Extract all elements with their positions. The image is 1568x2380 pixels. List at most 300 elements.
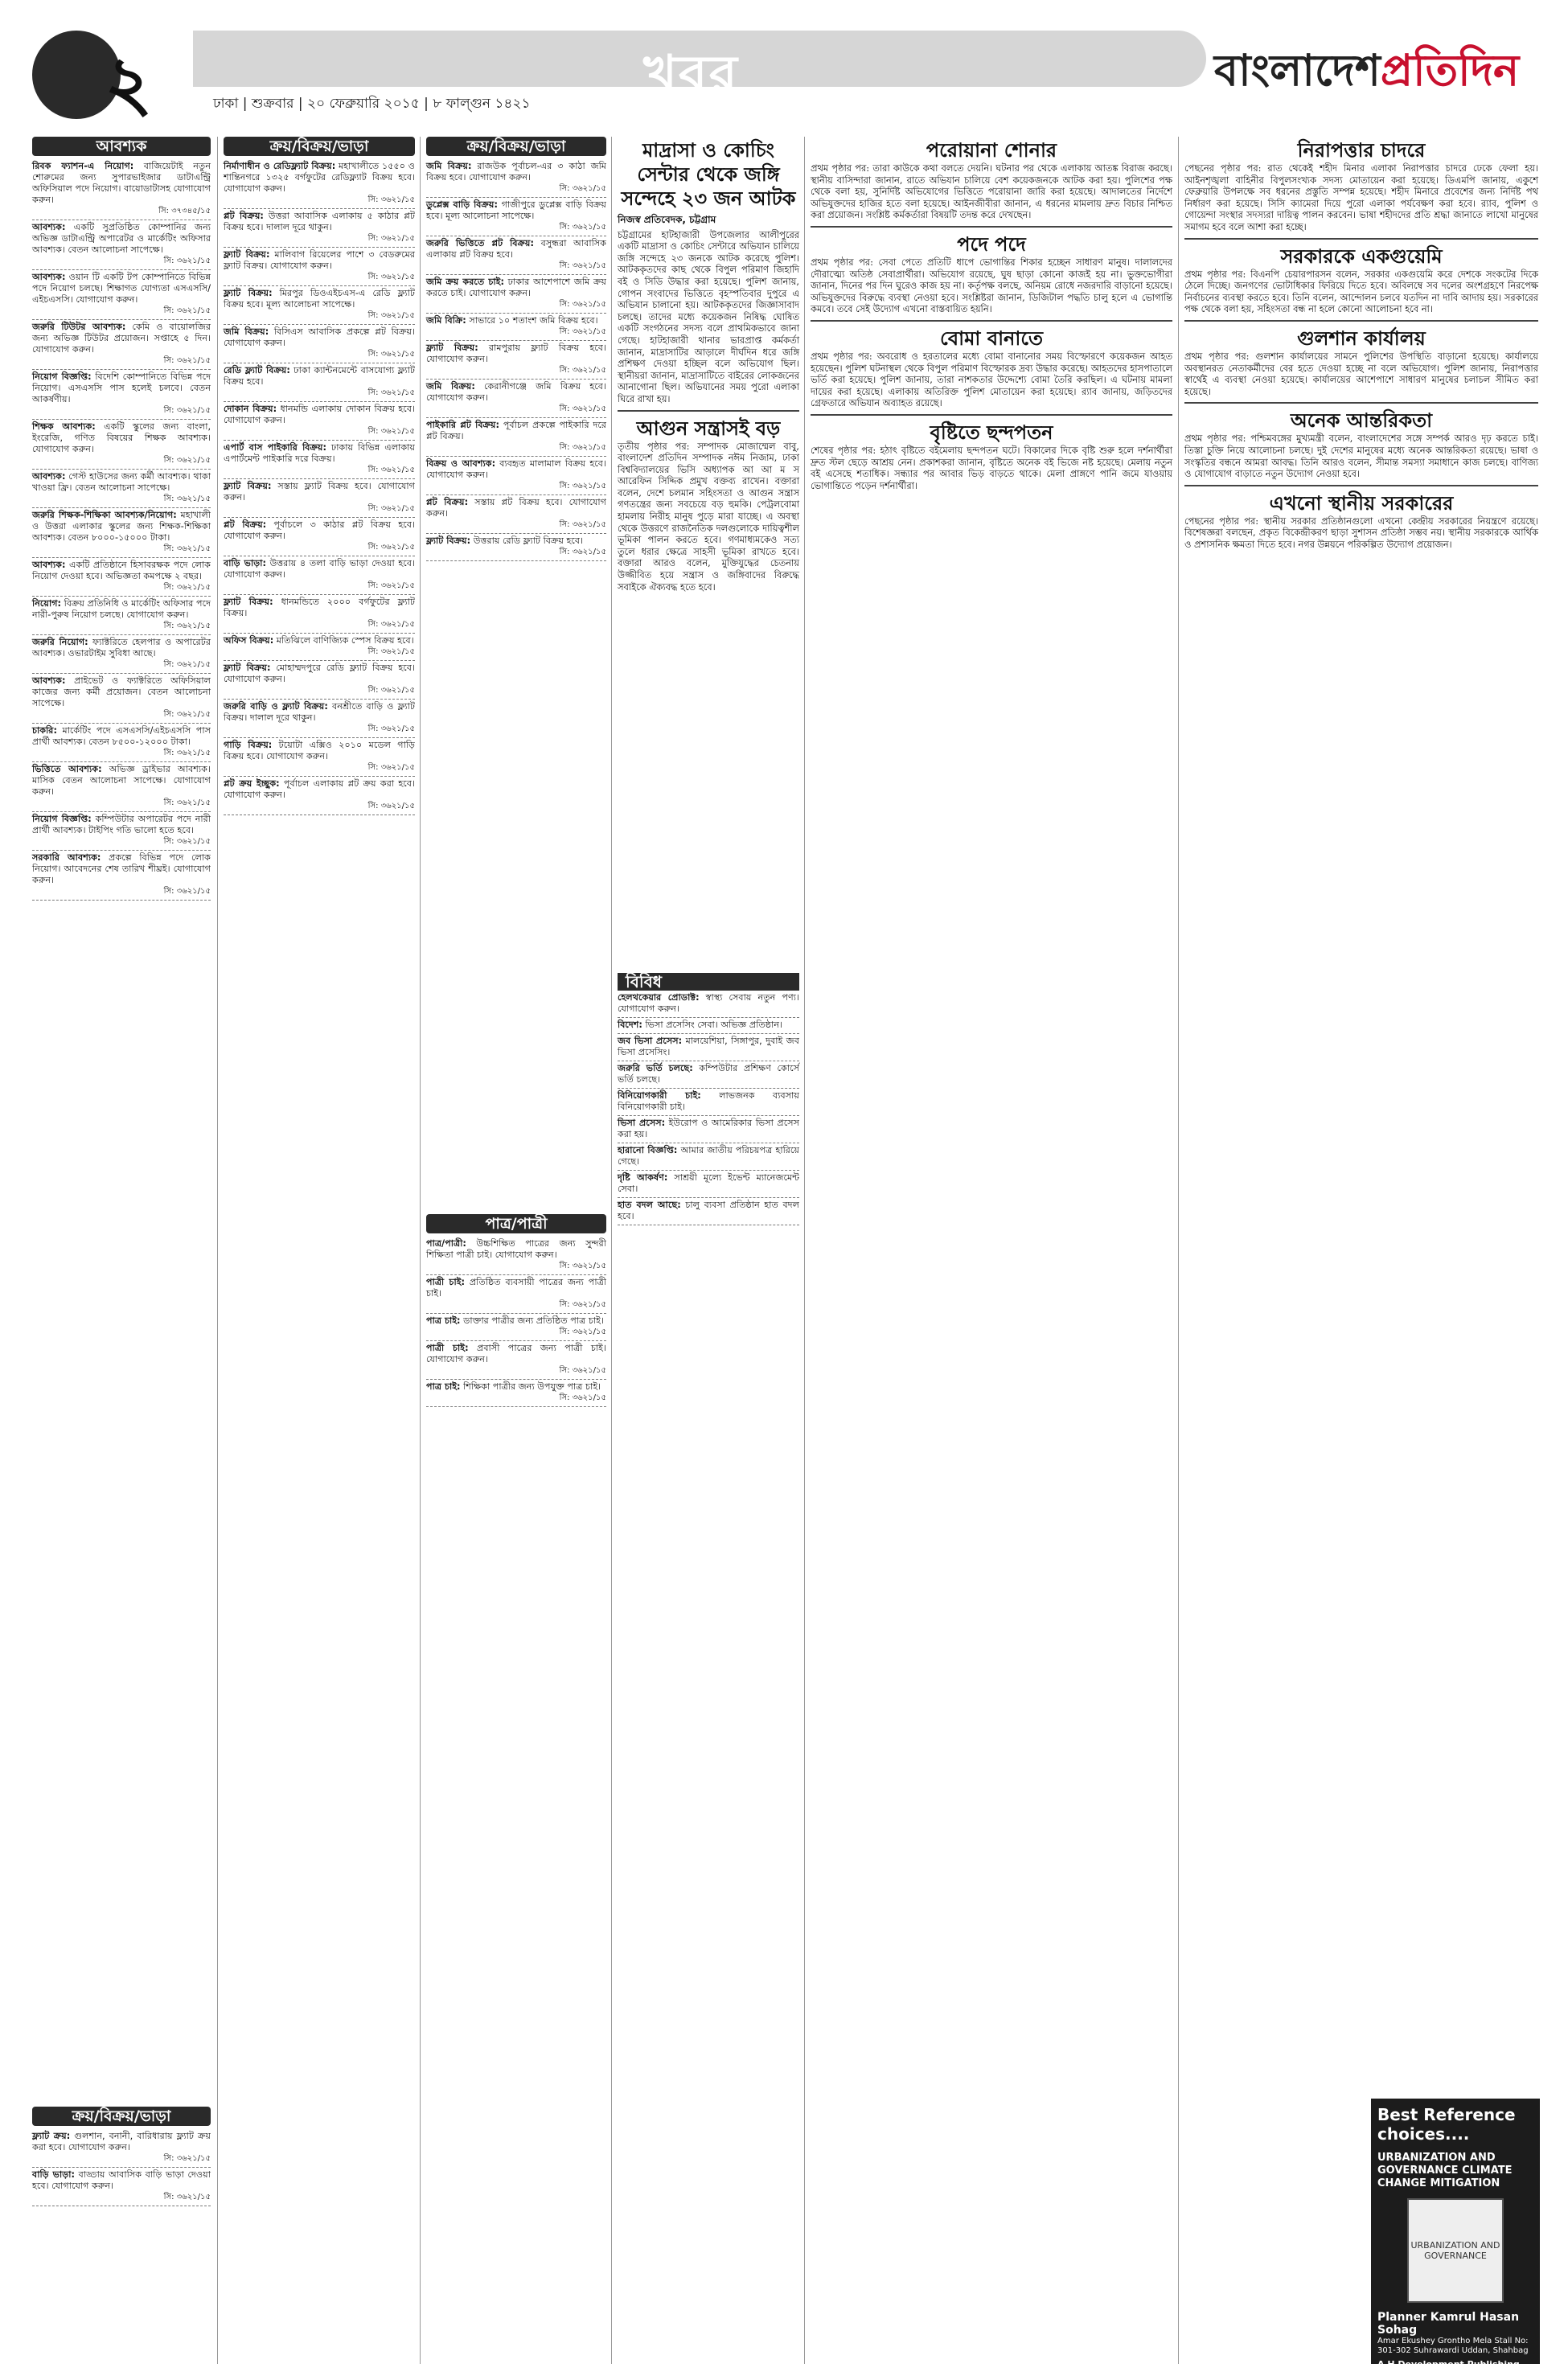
divider xyxy=(1184,485,1538,486)
misc-classifieds xyxy=(618,973,799,2364)
classified-ad-ref: সি: ৩৬২১/১৫ xyxy=(163,406,211,415)
classified-ad-ref: সি: ৩৬২১/১৫ xyxy=(559,404,606,413)
classified-ad-ref: সি: ৩৬২১/১৫ xyxy=(367,504,415,513)
classified-ad-ref: সি: ৩৬২১/১৫ xyxy=(559,520,606,529)
classified-ad xyxy=(32,320,211,370)
classified-ad-title: ফ্ল্যাট বিক্রয়: xyxy=(224,249,270,260)
classified-ad xyxy=(32,674,211,724)
classified-ad-text: মহাখালীতে ১৫৫০ ও শান্তিনগরে ১৩২৫ বর্গফুটের রেডিফ্ল্যাট বিক্রয় হবে। যোগাযোগ করুন। xyxy=(224,161,416,194)
classified-ad-text: ডাক্তার পাত্রীর জন্য প্রতিষ্ঠিত পাত্র চাই। xyxy=(463,1315,604,1326)
classified-ad-ref: সি: ৩৬২১/১৫ xyxy=(559,300,606,309)
classified-ad-title: হেলথকেয়ার প্রোডাক্ট: xyxy=(618,992,700,1003)
classified-ad-title: পাত্র/পাত্রী: xyxy=(426,1238,466,1249)
classifieds-column-wanted xyxy=(32,137,211,2099)
article-byline: নিজস্ব প্রতিবেদক, চট্টগ্রাম xyxy=(618,214,716,225)
classified-ad-text: উচ্চশিক্ষিত পাত্রের জন্য সুন্দরী শিক্ষিতা পাত্রী চাই। যোগাযোগ করুন। xyxy=(426,1238,607,1260)
classified-ad-text: উত্তরায় রেডি ফ্ল্যাট বিক্রয় হবে। xyxy=(473,536,584,546)
classified-list xyxy=(426,159,606,561)
book-ad-author: Planner Kamrul Hasan Sohag xyxy=(1377,2311,1520,2337)
classified-ad xyxy=(426,534,606,561)
classified-ad xyxy=(32,508,211,558)
classifieds-column-sale-2 xyxy=(426,137,606,1174)
classified-ad-text: একটি সুপ্রতিষ্ঠিত কোম্পানির জন্য অভিজ্ঞ ডাটাএন্ট্রি অপারেটর ও মার্কেটিং অফিসার আবশ্যক। বেতন আলোচনা সাপেক্ষে। xyxy=(32,222,211,255)
misc-list xyxy=(618,991,799,1225)
logo-accent: প্রতিদিন xyxy=(1380,45,1520,96)
classified-ad xyxy=(224,159,415,209)
classified-ad-title: হাত বদল আছে: xyxy=(618,1200,681,1210)
classified-ad-ref: সি: ৩৬২১/১৫ xyxy=(163,456,211,465)
classified-ad-text: স্বাস্থ্য সেবায় নতুন পণ্য। যোগাযোগ করুন। xyxy=(618,992,799,1014)
classified-ad-title: দৃষ্টি আকর্ষণ: xyxy=(618,1172,668,1183)
classified-ad-title: প্লট ক্রয় ইচ্ছুক: xyxy=(224,778,280,789)
classified-ad-text: পূর্বাচল এলাকায় প্লট ক্রয় করা হবে। যোগাযোগ করুন। xyxy=(224,778,415,800)
classified-ad xyxy=(426,380,606,418)
classified-ad-ref: সি: ৩৬২১/১৫ xyxy=(559,327,606,336)
classified-ad xyxy=(426,198,606,236)
classified-ad xyxy=(224,777,415,815)
classified-ad-ref: সি: ৩৬২১/১৫ xyxy=(559,1393,606,1402)
column-heading: ক্রয়/বিক্রয়/ভাড়া xyxy=(32,2107,211,2126)
classified-ad-ref: সি: ৩৬২১/১৫ xyxy=(163,583,211,592)
classified-ad-ref: সি: ৩৬২১/১৫ xyxy=(163,2154,211,2163)
classified-ad-text: অভিজ্ঞ ড্রাইভার আবশ্যক। মাসিক বেতন আলোচনা সাপেক্ষে। যোগাযোগ করুন। xyxy=(32,764,211,797)
classified-ad-title: ফ্ল্যাট বিক্রয়: xyxy=(426,343,478,353)
classified-ad-title: জরুরি শিক্ষক-শিক্ষিকা আবশ্যক/নিয়োগ: xyxy=(32,510,177,520)
classified-ad-text: একটি প্রতিষ্ঠানে হিসাবরক্ষক পদে লোক নিয়োগ দেওয়া হবে। অভিজ্ঞতা কমপক্ষে ২ বছর। xyxy=(32,560,211,581)
classified-ad-text: চালু ব্যবসা প্রতিষ্ঠান হাত বদল হবে। xyxy=(618,1200,800,1221)
column-heading: পাত্র/পাত্রী xyxy=(426,1214,606,1233)
classified-ad xyxy=(224,325,415,363)
classified-ad-text: বাজিয়েটাই নতুন শোরুমের জন্য সুপারভাইজার ডাটাএন্ট্রি অফিসিয়াল পদে নিয়োগ। বায়োডাটাসহ যোগাযোগ করুন। xyxy=(32,161,211,205)
divider xyxy=(618,410,799,412)
classified-ad xyxy=(32,2129,211,2168)
masthead xyxy=(32,23,1544,127)
book-cover-image: URBANIZATION AND GOVERNANCE xyxy=(1407,2198,1504,2303)
classified-ad-text: কম্পিউটার প্রশিক্ষণ কোর্সে ভর্তি চলছে। xyxy=(618,1063,800,1085)
classified-ad xyxy=(618,1198,799,1225)
classified-ad-ref: সি: ৩৬২১/১৫ xyxy=(559,261,606,270)
classified-ad xyxy=(426,275,606,314)
classified-ad-text: লাভজনক ব্যবসায় বিনিয়োগকারী চাই। xyxy=(618,1090,799,1112)
classified-ad-title: নিয়োগ: xyxy=(32,598,62,609)
classified-ad-text: কম্পিউটার অপারেটর পদে নারী প্রার্থী আবশ্যক। টাইপিং গতি ভালো হতে হবে। xyxy=(32,814,211,835)
classified-ad-title: নির্মাণাধীন ও রেডিফ্ল্যাট বিক্রয়: xyxy=(224,161,336,171)
classified-ad xyxy=(32,762,211,812)
classified-ad-text: আমার জাতীয় পরিচয়পত্র হারিয়ে গেছে। xyxy=(618,1145,800,1167)
classified-ad xyxy=(224,700,415,738)
classified-ad-title: দোকান বিক্রয়: xyxy=(224,404,277,414)
divider xyxy=(1184,238,1538,240)
column-rule xyxy=(1178,137,1179,2364)
classified-ad-text: ধানমন্ডিতে ২০০০ বর্গফুটের ফ্ল্যাট বিক্রয়। xyxy=(224,597,415,618)
classified-ad-text: বিদেশি কোম্পানিতে বিভিন্ন পদে নিয়োগ। এসএসসি পাস হলেই চলবে। বেতন আকর্ষণীয়। xyxy=(32,371,211,404)
classified-ad-title: জমি বিক্রয়: xyxy=(224,326,269,337)
classified-ad xyxy=(224,661,415,700)
classified-ad-title: ডুপ্লেক্স বাড়ি বিক্রয়: xyxy=(426,199,498,210)
classified-ad xyxy=(224,634,415,661)
classified-ad xyxy=(32,724,211,762)
classified-ad-ref: সি: ৩৬২১/১৫ xyxy=(367,466,415,474)
newspaper-logo xyxy=(1214,37,1519,109)
classified-ad-title: ফ্ল্যাট ক্রয়: xyxy=(32,2131,71,2141)
classified-ad-text: সাশ্রয়ী মূল্যে ইভেন্ট ম্যানেজমেন্ট সেবা। xyxy=(618,1172,799,1194)
classified-ad-text: সস্তায় ফ্ল্যাট বিক্রয় হবে। যোগাযোগ করুন। xyxy=(224,481,415,503)
article-headline: সরকারকে একগুয়েমি xyxy=(1280,244,1443,268)
classified-ad-text: বিসিএস আবাসিক প্রকল্পে প্লট বিক্রয়। যোগাযোগ করুন। xyxy=(224,326,415,348)
book-ad-title: URBANIZATION AND GOVERNANCE CLIMATE CHANGE MITIGATION xyxy=(1377,2152,1513,2189)
article-body: প্রথম পৃষ্ঠার পর: বিএনপি চেয়ারপারসন বলেন, সরকার একগুয়েমি করে দেশকে সংকটের দিকে ঠেলে দিচ্ছে। জনগণের ভোটাধিকার ফিরিয়ে দিতে হবে। অবিলম্বে সব দলের অংশগ্রহণে নিরপেক্ষ নির্বাচনের ব্যবস্থা করতে হবে। তিনি বলেন, আন্দোলন চলবে যতদিন না দাবি আদায় হয়। সরকারের পক্ষ থেকে বলা হয়, সহিংসতা বন্ধ না হলে কোনো আলোচনা হবে না। xyxy=(1184,268,1538,315)
classified-ad-ref: সি: ৩৬২১/১৫ xyxy=(367,763,415,772)
classified-ad xyxy=(224,595,415,634)
classified-ad-text: উত্তরায় ৪ তলা বাড়ি ভাড়া দেওয়া হবে। যোগাযোগ করুন। xyxy=(224,558,415,580)
classified-ad xyxy=(224,248,415,286)
classified-ad-text: পূর্বাচলে ৩ কাঠার প্লট বিক্রয় হবে। যোগাযোগ করুন। xyxy=(224,519,415,541)
article-body: চট্টগ্রামের হাটহাজারী উপজেলার আলীপুরের একটি মাদ্রাসা ও কোচিং সেন্টারে অভিযান চালিয়ে জঙ্গি সন্দেহে ২৩ জনকে আটক করেছে পুলিশ। আটককৃতদের কাছ থেকে বিপুল পরিমাণ জিহাদি বই ও সিডি উদ্ধার করা হয়েছে। পুলিশ জানায়, গোপন সংবাদের ভিত্তিতে বৃহস্পতিবার দুপুরে এ অভিযান চালানো হয়। আটককৃতদের জিজ্ঞাসাবাদ চলছে। তাদের মধ্যে কয়েকজন নিষিদ্ধ ঘোষিত একটি সংগঠনের সদস্য বলে প্রাথমিকভাবে জানা গেছে। হাটহাজারী থানার ভারপ্রাপ্ত কর্মকর্তা জানান, মাদ্রাসাটির আড়ালে দীর্ঘদিন ধরে জঙ্গি প্রশিক্ষণ দেওয়া হচ্ছিল বলে অভিযোগ ছিল। স্থানীয়রা জানান, মাদ্রাসাটিতে বাইরের লোকজনের আনাগোনা ছিল। অভিযানের সময় পুরো এলাকা ঘিরে রাখা হয়। xyxy=(618,228,799,404)
classified-ad-text: মালয়েশিয়া, সিঙ্গাপুর, দুবাই জব ভিসা প্রসেসিং। xyxy=(618,1036,799,1057)
classified-ad-title: গাড়ি বিক্রয়: xyxy=(224,740,273,750)
classified-ad xyxy=(426,457,606,495)
classified-ad-ref: সি: ৩৬২১/১৫ xyxy=(367,686,415,695)
article-headline: পরোয়ানা শোনার xyxy=(926,139,1057,162)
classified-ad-title: ভিত্তিতে আবশ্যক: xyxy=(32,764,102,774)
classified-ad-text: টয়োটা এক্সিও ২০১০ মডেল গাড়ি বিক্রয় হবে। যোগাযোগ করুন। xyxy=(224,740,415,761)
classified-ad-ref: সি: ৩৭৩৪৫/১৫ xyxy=(158,207,211,215)
classified-ad-text: প্রাইভেট ও ফ্যাক্টরিতে অফিসিয়াল কাজের জন্য কর্মী প্রয়োজন। বেতন আলোচনা সাপেক্ষে। xyxy=(32,675,211,708)
classified-ad-text: সাভারে ১০ শতাংশ জমি বিক্রয় হবে। xyxy=(469,315,598,326)
classified-ad-ref: সি: ৩৬২১/১৫ xyxy=(559,184,606,193)
classified-ad-title: জব ভিসা প্রসেস: xyxy=(618,1036,683,1046)
classified-ad-title: নিয়োগ বিজ্ঞপ্তি: xyxy=(32,814,92,824)
article-headline: মাদ্রাসা ও কোচিং সেন্টার থেকে জঙ্গি সন্দেহে ২৩ জন আটক xyxy=(621,139,796,210)
classified-ad-ref: সি: ৩৬২১/১৫ xyxy=(367,234,415,243)
classified-ad xyxy=(224,441,415,479)
classified-ad-text: মিরপুর ডিওএইচএস-এ রেডি ফ্ল্যাট বিক্রয় হবে। মূল্য আলোচনা সাপেক্ষে। xyxy=(224,288,415,310)
classified-ad-ref: সি: ৩৬২১/১৫ xyxy=(163,660,211,669)
classified-ad xyxy=(426,418,606,457)
classified-ad-title: আবশ্যক: xyxy=(32,272,66,282)
classified-ad xyxy=(224,286,415,325)
classified-ad-text: প্রবাসী পাত্রের জন্য পাত্রী চাই। যোগাযোগ করুন। xyxy=(426,1343,606,1364)
column-rule xyxy=(611,137,612,2364)
classified-ad-title: ফ্ল্যাট বিক্রয়: xyxy=(224,663,271,673)
classified-ad-ref: সি: ৩৬২১/১৫ xyxy=(163,494,211,503)
classified-ad xyxy=(224,738,415,777)
classified-ad-title: জমি বিক্রয়: xyxy=(426,381,475,392)
article-headline: বৃষ্টিতে ছন্দপতন xyxy=(930,421,1053,444)
classified-ad-title: প্লট বিক্রয়: xyxy=(426,497,469,507)
classified-ad-text: ব্যবহৃত মালামাল বিক্রয় হবে। যোগাযোগ করুন। xyxy=(426,458,606,480)
classified-ad-title: আবশ্যক: xyxy=(32,675,66,686)
classified-ad-text: ঢাকায় বিভিন্ন এলাকায় এপার্টমেন্ট পাইকারি দরে বিক্রয়। xyxy=(224,442,415,464)
classified-ad-text: কেমি ও বায়োলজির জন্য অভিজ্ঞ টিউটর প্রয়োজন। সপ্তাহে ৫ দিন। যোগাযোগ করুন। xyxy=(32,322,211,355)
classified-ad-title: বিনিয়োগকারী চাই: xyxy=(618,1090,701,1101)
classified-ad xyxy=(32,635,211,674)
classified-list xyxy=(224,159,415,815)
article-body: প্রথম পৃষ্ঠার পর: তারা কাউকে কথা বলতে দেয়নি। ঘটনার পর থেকে এলাকায় আতঙ্ক বিরাজ করছে। স্থানীয় বাসিন্দারা জানান, রাতে অভিযান চালিয়ে বেশ কয়েকজনকে আটক করা হয়। পুলিশের পক্ষ থেকে বলা হয়, সুনির্দিষ্ট অভিযোগের ভিত্তিতে পরোয়ানা জারি করা হয়েছে। আদালতের নির্দেশে অভিযুক্তদের হাজির হতে বলা হয়েছে। আইনজীবীরা জানান, এ ধরনের মামলায় দ্রুত বিচার নিশ্চিত করা প্রয়োজন। সংশ্লিষ্ট কর্মকর্তারা বিষয়টি তদন্ত করে দেখছেন। xyxy=(811,162,1172,221)
classified-ad-text: উত্তরা আবাসিক এলাকায় ৫ কাঠার প্লট বিক্রয় হবে। দালাল দূরে থাকুন। xyxy=(224,211,416,232)
classified-ad-text: শিক্ষিকা পাত্রীর জন্য উপযুক্ত পাত্র চাই। xyxy=(463,1381,601,1392)
classified-ad xyxy=(32,851,211,901)
classified-ad xyxy=(32,270,211,320)
classified-ad-ref: সি: ৩৬২১/১৫ xyxy=(559,366,606,375)
column-rule xyxy=(420,137,421,2364)
classified-ad-ref: সি: ৩৬২১/১৫ xyxy=(163,887,211,896)
classified-ad xyxy=(618,1171,799,1198)
classified-ad-text: রামপুরায় ফ্ল্যাট বিক্রয় হবে। যোগাযোগ করুন। xyxy=(426,343,606,364)
classified-ad-ref: সি: ৩৬২১/১৫ xyxy=(559,443,606,452)
classified-ad-title: পাত্রী চাই: xyxy=(426,1277,465,1287)
article-body: প্রথম পৃষ্ঠার পর: গুলশান কার্যালয়ের সামনে পুলিশের উপস্থিতি বাড়ানো হয়েছে। কার্যালয়ে অবস্থানরত নেতাকর্মীদের বের হতে দেওয়া হচ্ছে না বলে অভিযোগ। পুলিশ জানায়, নিরাপত্তার স্বার্থেই এ ব্যবস্থা নেওয়া হয়েছে। কার্যালয়ের আশেপাশে সাধারণ মানুষের চলাচল সীমিত করা হয়েছে। xyxy=(1184,350,1538,397)
classified-ad xyxy=(32,597,211,635)
classified-ad-title: এপার্ট বাস পাইকারি বিক্রয়: xyxy=(224,442,326,453)
article-headline: আগুন সন্ত্রাসই বড় xyxy=(636,416,781,440)
classified-ad-ref: সি: ৩৬২১/১৫ xyxy=(163,306,211,315)
classified-ad-ref: সি: ৩৬২১/১৫ xyxy=(367,273,415,281)
column-rule xyxy=(217,137,218,2364)
column-rule xyxy=(804,137,805,2364)
classified-ad xyxy=(224,556,415,595)
classified-ad xyxy=(426,1275,606,1314)
classified-ad-text: একটি স্কুলের জন্য বাংলা, ইংরেজি, গণিত বিষয়ের শিক্ষক আবশ্যক। যোগাযোগ করুন। xyxy=(32,421,211,454)
classified-ad-title: জরুরি ভিত্তিতে প্লট বিক্রয়: xyxy=(426,238,534,248)
classified-ad xyxy=(618,1143,799,1171)
classified-ad-text: বিক্রয় প্রতিনিধি ও মার্কেটিং অফিসার পদে নারী-পুরুষ নিয়োগ চলছে। যোগাযোগ করুন। xyxy=(32,598,211,620)
classified-ad xyxy=(426,1314,606,1341)
classified-ad xyxy=(224,479,415,518)
classified-ad-text: ঢাকার আশেপাশে জমি ক্রয় করতে চাই। যোগাযোগ করুন। xyxy=(426,277,606,298)
classified-ad-text: ভিসা প্রসেসিং সেবা। অভিজ্ঞ প্রতিষ্ঠান। xyxy=(645,1020,782,1030)
classified-ad xyxy=(426,495,606,534)
classified-ad xyxy=(618,1018,799,1034)
classified-ad xyxy=(618,1089,799,1116)
classified-ad-title: সরকারি আবশ্যক: xyxy=(32,852,101,863)
article-headline: গুলশান কার্যালয় xyxy=(1297,326,1426,350)
classified-ad-ref: সি: ৩৬২১/১৫ xyxy=(367,724,415,733)
classified-ad-ref: সি: ৩৬২১/১৫ xyxy=(559,1327,606,1336)
classified-ad-title: জরুরি নিয়োগ: xyxy=(32,637,88,647)
classified-ad-title: বাড়ি ভাড়া: xyxy=(32,2169,75,2180)
classified-ad-ref: সি: ৩৬২১/১৫ xyxy=(559,1300,606,1309)
classified-ad-text: গেস্ট হাউসের জন্য কর্মী আবশ্যক। থাকা খাওয়া ফ্রি। বেতন আলোচনা সাপেক্ষে। xyxy=(32,471,211,493)
classified-ad xyxy=(618,1061,799,1089)
news-column-right xyxy=(1184,138,1538,2092)
classified-ad xyxy=(32,420,211,470)
classified-ad-text: রাজউক পূর্বাচল-এর ৩ কাঠা জমি বিক্রয় হবে। যোগাযোগ করুন। xyxy=(426,161,606,183)
classified-ad xyxy=(426,1237,606,1275)
article-body: প্রথম পৃষ্ঠার পর: সেবা পেতে প্রতিটি ধাপে ভোগান্তির শিকার হচ্ছেন সাধারণ মানুষ। দালালদের দৌরাত্ম্যে অতিষ্ঠ সেবাপ্রার্থীরা। অভিযোগ রয়েছে, ঘুষ ছাড়া কোনো কাজই হয় না। ভুক্তভোগীরা জানান, দিনের পর দিন ঘুরেও কাজ হয় না। কর্তৃপক্ষ বলছে, অনিয়ম রোধে নজরদারি বাড়ানো হয়েছে। অভিযুক্তদের বিরুদ্ধে ব্যবস্থা নেওয়া হবে। সংশ্লিষ্টরা জানান, ডিজিটাল পদ্ধতি চালু হলে এ ভোগান্তি কমবে। তবে সেই উদ্যোগ এখনো বাস্তবায়িত হয়নি। xyxy=(811,256,1172,315)
classified-ad-text: মহাখালী ও উত্তরা এলাকার স্কুলের জন্য শিক্ষক-শিক্ষিকা আবশ্যক। বেতন ৮০০০-১৫০০০ টাকা। xyxy=(32,510,211,543)
misc-heading: বিবিধ xyxy=(618,973,799,991)
classified-ad-ref: সি: ৩৬২১/১৫ xyxy=(367,195,415,204)
divider xyxy=(811,226,1172,228)
article-body: প্রথম পৃষ্ঠার পর: অবরোধ ও হরতালের মধ্যে বোমা বানানোর সময় বিস্ফোরণে কয়েকজন আহত হয়েছেন। পুলিশ ঘটনাস্থল থেকে বিপুল পরিমাণ বিস্ফোরক দ্রব্য উদ্ধার করেছে। আহতদের হাসপাতালে ভর্তি করা হয়েছে। পুলিশ জানায়, তারা নাশকতার উদ্দেশ্যে বোমা তৈরি করছিল। এ ঘটনায় মামলা দায়ের করা হয়েছে। এলাকায় অতিরিক্ত পুলিশ মোতায়েন করা হয়েছে। র‍্যাব জানায়, জড়িতদের গ্রেফতারে অভিযান অব্যাহত রয়েছে। xyxy=(811,350,1172,409)
classified-ad-title: জমি বিক্রয়: xyxy=(426,161,472,171)
classified-list xyxy=(32,159,211,901)
classified-list xyxy=(426,1237,606,1407)
classified-ad-title: জমি বিক্রি: xyxy=(426,315,466,326)
classified-ad-title: জরুরি বাড়ি ও ফ্ল্যাট বিক্রয়: xyxy=(224,701,328,712)
article-body: তৃতীয় পৃষ্ঠার পর: সম্পাদক মোজাম্মেল বাবু, বাংলাদেশ প্রতিদিন সম্পাদক নঈম নিজাম, ঢাকা বিশ্ববিদ্যালয়ের ভিসি অধ্যাপক আ আ ম স আরেফিন সিদ্দিক প্রমুখ বক্তব্য রাখেন। বক্তারা বলেন, দেশে চলমান সহিংসতা ও আগুন সন্ত্রাস গণতন্ত্রের জন্য সবচেয়ে বড় হুমকি। পেট্রলবোমা হামলায় নিরীহ মানুষ পুড়ে মারা যাচ্ছে। এ অবস্থা থেকে উত্তরণে রাজনৈতিক দলগুলোকে দায়িত্বশীল ভূমিকা পালন করতে হবে। গণমাধ্যমকেও সত্য তুলে ধরার ক্ষেত্রে সাহসী ভূমিকা রাখতে হবে। বক্তারা আরও বলেন, মুক্তিযুদ্ধের চেতনায় উজ্জীবিত হয়ে সন্ত্রাস ও জঙ্গিবাদের বিরুদ্ধে সবাইকে ঐক্যবদ্ধ হতে হবে। xyxy=(618,440,799,593)
classified-ad-text: সস্তায় প্লট বিক্রয় হবে। যোগাযোগ করুন। xyxy=(426,497,606,519)
classifieds-column-matrimony xyxy=(426,1214,606,2364)
classified-ad-text: গাজীপুরে ডুপ্লেক্স বাড়ি বিক্রয় হবে। মূল্য আলোচনা সাপেক্ষে। xyxy=(426,199,606,221)
classified-ad-ref: সি: ৩৬২১/১৫ xyxy=(367,802,415,810)
article-headline: অনেক আন্তরিকতা xyxy=(1290,409,1433,433)
classified-list xyxy=(32,2129,211,2206)
classified-ad-text: ইউরোপ ও আমেরিকার ভিসা প্রসেস করা হয়। xyxy=(618,1118,799,1139)
classified-ad-text: ঢাকা ক্যান্টনমেন্টে বাসযোগ্য ফ্ল্যাট বিক্রয় হবে। xyxy=(224,365,415,387)
page-number: ২ xyxy=(105,39,153,126)
page-number-badge xyxy=(32,31,177,126)
classified-ad-title: ফ্ল্যাট বিক্রয়: xyxy=(224,481,272,491)
book-ad-address: Amar Ekushey Grontho Mela Stall No: 301-302 Suhrawardi Uddan, Shahbag xyxy=(1377,2337,1529,2355)
classified-ad-title: পাত্র চাই: xyxy=(426,1381,461,1392)
classified-ad-title: ফ্ল্যাট বিক্রয়: xyxy=(224,288,273,298)
column-heading: আবশ্যক xyxy=(32,137,211,156)
classified-ad-title: বিদেশ: xyxy=(618,1020,642,1030)
classified-ad-text: বাড্ডায় আবাসিক বাড়ি ভাড়া দেওয়া হবে। যোগাযোগ করুন। xyxy=(32,2169,211,2191)
classified-ad xyxy=(32,812,211,851)
classified-ad-title: পাত্রী চাই: xyxy=(426,1343,469,1353)
classified-ad xyxy=(224,518,415,556)
classified-ad-ref: সি: ৩৬২১/১৫ xyxy=(163,749,211,757)
article-headline: পদে পদে xyxy=(957,232,1026,256)
article-body: শেষের পৃষ্ঠার পর: হঠাৎ বৃষ্টিতে বইমেলায় ছন্দপতন ঘটে। বিকালের দিকে বৃষ্টি শুরু হলে দর্শনার্থীরা দ্রুত স্টল ছেড়ে আশ্রয় নেন। প্রকাশকরা জানান, বৃষ্টিতে অনেক বই ভিজে নষ্ট হয়েছে। মেলায় নতুন বই এসেছে শতাধিক। সন্ধ্যার পর আবার ভিড় বাড়তে থাকে। মেলা প্রাঙ্গণে পানি জমে যাওয়ায় ভোগান্তিতে পড়েন দর্শনার্থীরা। xyxy=(811,444,1172,491)
column-heading: ক্রয়/বিক্রয়/ভাড়া xyxy=(224,137,415,156)
divider xyxy=(1184,402,1538,404)
classified-ad xyxy=(618,1034,799,1061)
classified-ad-ref: সি: ৩৬২১/১৫ xyxy=(367,388,415,397)
classified-ad xyxy=(32,370,211,420)
classified-ad-title: প্লট বিক্রয়: xyxy=(224,211,264,221)
classified-ad-text: ওয়ান টি একটি টপ কোম্পানিতে বিভিন্ন পদে নিয়োগ চলছে। শিক্ষাগত যোগ্যতা এসএসসি/এইচএসসি। যোগাযোগ করুন। xyxy=(32,272,211,305)
classified-ad-ref: সি: ৩৬২১/১৫ xyxy=(367,543,415,552)
classified-ad-ref: সি: ৩৬২১/১৫ xyxy=(367,647,415,656)
article-madrasa xyxy=(618,138,799,966)
classified-ad xyxy=(426,1341,606,1380)
classified-ad-title: ফ্ল্যাট বিক্রয়: xyxy=(224,597,273,607)
classified-ad-title: রিবক ফ্যাশন-এ নিয়োগ: xyxy=(32,161,134,171)
article-body: পেছনের পৃষ্ঠার পর: স্থানীয় সরকার প্রতিষ্ঠানগুলো এখনো কেন্দ্রীয় সরকারের নিয়ন্ত্রণে রয়েছে। বিশেষজ্ঞরা বলছেন, প্রকৃত বিকেন্দ্রীকরণ ছাড়া সুশাসন প্রতিষ্ঠা সম্ভব নয়। স্থানীয় সরকারকে আর্থিক ও প্রশাসনিক ক্ষমতা দিতে হবে। নগর উন্নয়নে পরিকল্পিত উদ্যোগ প্রয়োজন। xyxy=(1184,515,1538,550)
classified-ad-ref: সি: ৩৬২১/১৫ xyxy=(367,620,415,629)
section-title: খবর xyxy=(643,45,739,105)
classified-ad-title: পাত্র চাই: xyxy=(426,1315,461,1326)
classified-ad xyxy=(426,236,606,275)
classified-ad xyxy=(32,558,211,597)
divider xyxy=(1184,320,1538,322)
article-body: প্রথম পৃষ্ঠার পর: পশ্চিমবঙ্গের মুখ্যমন্ত্রী বলেন, বাংলাদেশের সঙ্গে সম্পর্ক আরও দৃঢ় করতে চাই। তিস্তা চুক্তি নিয়ে আলোচনা চলছে। দুই দেশের মানুষের মধ্যে অনেক আন্তরিকতা রয়েছে। ভাষা ও সংস্কৃতির বন্ধনে আমরা আবদ্ধ। তিনি আরও বলেন, সীমান্ত সমস্যা সমাধানে কাজ চলছে। বাণিজ্য ও যোগাযোগ বাড়াতে নতুন উদ্যোগ নেওয়া হবে। xyxy=(1184,433,1538,480)
classifieds-column-sale xyxy=(224,137,415,2364)
classified-ad-title: হারানো বিজ্ঞপ্তি: xyxy=(618,1145,678,1155)
classified-ad-ref: সি: ৩৬২১/১৫ xyxy=(163,256,211,265)
classified-ad-text: মতিঝিলে বাণিজ্যিক স্পেস বিক্রয় হবে। xyxy=(276,635,414,646)
classified-ad xyxy=(32,470,211,508)
classified-ad-text: মালিবাগ রিয়েলের পাশে ৩ বেডরুমের ফ্ল্যাট বিক্রয়। যোগাযোগ করুন। xyxy=(224,249,415,271)
news-column-middle xyxy=(811,138,1172,2364)
classified-ad-title: জমি ক্রয় করতে চাই: xyxy=(426,277,504,287)
classified-ad-title: আবশ্যক: xyxy=(32,471,66,482)
classified-ad-text: গুলশান, বনানী, বারিধারায় ফ্ল্যাট ক্রয় করা হবে। যোগাযোগ করুন। xyxy=(32,2131,211,2152)
classified-ad-ref: সি: ৩৬২১/১৫ xyxy=(163,798,211,807)
classified-ad-ref: সি: ৩৬২১/১৫ xyxy=(559,1262,606,1270)
classified-ad-title: বিক্রয় ও আবশ্যক: xyxy=(426,458,496,469)
classified-ad xyxy=(618,1116,799,1143)
classified-ad-title: অফিস বিক্রয়: xyxy=(224,635,274,646)
classified-ad-text: ধানমন্ডি এলাকায় দোকান বিক্রয় হবে। যোগাযোগ করুন। xyxy=(224,404,415,425)
classified-ad-title: জরুরি ভর্তি চলছে: xyxy=(618,1063,693,1073)
classified-ad-ref: সি: ৩৬২১/১৫ xyxy=(559,223,606,232)
classified-ad xyxy=(224,209,415,248)
classified-ad-text: মোহাম্মদপুরে রেডি ফ্ল্যাট বিক্রয় হবে। যোগাযোগ করুন। xyxy=(224,663,415,684)
article-body: পেছনের পৃষ্ঠার পর: রাত থেকেই শহীদ মিনার এলাকা নিরাপত্তার চাদরে ঢেকে ফেলা হয়। আইনশৃঙ্খলা বাহিনীর বিপুলসংখ্যক সদস্য মোতায়েন করা হয়েছে। ডিএমপি জানায়, একুশে ফেব্রুয়ারি উপলক্ষে সব ধরনের প্রস্তুতি সম্পন্ন হয়েছে। শহীদ মিনারে প্রবেশের জন্য নির্দিষ্ট পথ নির্ধারণ করা হয়েছে। সিসি ক্যামেরা দিয়ে পুরো এলাকা পর্যবেক্ষণ করা হবে। র‍্যাব, পুলিশ ও গোয়েন্দা সংস্থার সদস্যরা দায়িত্ব পালন করবেন। ভাষা শহীদদের প্রতি শ্রদ্ধা জানাতে লাখো মানুষের সমাগম হবে বলে আশা করা হচ্ছে। xyxy=(1184,162,1538,232)
classified-ad-text: বসুন্ধরা আবাসিক এলাকায় প্লট বিক্রয় হবে। xyxy=(426,238,607,260)
article-headline: এখনো স্থানীয় সরকারের xyxy=(1269,491,1454,515)
classified-ad-title: ভিসা প্রসেস: xyxy=(618,1118,666,1128)
classified-ad xyxy=(32,159,211,220)
classified-ad-ref: সি: ৩৬২১/১৫ xyxy=(163,622,211,630)
book-advertisement xyxy=(1371,2099,1540,2380)
classified-ad-ref: সি: ৩৬২১/১৫ xyxy=(163,837,211,846)
classified-ad xyxy=(618,991,799,1018)
classified-ad xyxy=(224,402,415,441)
logo-main: বাংলাদেশ xyxy=(1214,45,1381,96)
classified-ad-title: পাইকারি প্লট বিক্রয়: xyxy=(426,420,499,430)
classified-ad xyxy=(32,2168,211,2206)
classified-ad xyxy=(32,220,211,270)
classified-ad-title: শিক্ষক আবশ্যক: xyxy=(32,421,96,432)
classified-ad xyxy=(426,159,606,198)
classifieds-column-sale-b xyxy=(32,2107,211,2364)
book-ad-publisher: A H Development Publishing House xyxy=(1377,2359,1520,2380)
article-headline: নিরাপত্তার চাদরে xyxy=(1297,139,1426,162)
divider xyxy=(811,414,1172,416)
classified-ad-ref: সি: ৩৬২১/১৫ xyxy=(367,350,415,359)
classified-ad-ref: সি: ৩৬২১/১৫ xyxy=(163,544,211,553)
classified-ad-title: আবশ্যক: xyxy=(32,222,66,232)
classified-ad-title: বাড়ি ভাড়া: xyxy=(224,558,266,568)
classified-ad-text: প্রতিষ্ঠিত ব্যবসায়ী পাত্রের জন্য পাত্রী চাই। xyxy=(426,1277,606,1299)
classified-ad xyxy=(426,341,606,380)
classified-ad-title: রেডি ফ্ল্যাট বিক্রয়: xyxy=(224,365,290,375)
classified-ad-title: আবশ্যক: xyxy=(32,560,66,570)
classified-ad-ref: সি: ৩৬২১/১৫ xyxy=(559,1366,606,1375)
column-heading: ক্রয়/বিক্রয়/ভাড়া xyxy=(426,137,606,156)
classified-ad-title: ফ্ল্যাট বিক্রয়: xyxy=(426,536,471,546)
classified-ad-ref: সি: ৩৬২১/১৫ xyxy=(163,2193,211,2202)
classified-ad-ref: সি: ৩৬২১/১৫ xyxy=(367,427,415,436)
divider xyxy=(811,320,1172,322)
article-headline: বোমা বানাতে xyxy=(940,326,1043,350)
classified-ad-title: নিয়োগ বিজ্ঞপ্তি: xyxy=(32,371,92,382)
classified-ad-ref: সি: ৩৬২১/১৫ xyxy=(559,482,606,490)
classified-ad xyxy=(224,363,415,402)
classified-ad xyxy=(426,1380,606,1407)
book-ad-tagline: Best Reference choices.... xyxy=(1377,2105,1516,2144)
dateline: ঢাকা | শুক্রবার | ২০ ফেব্রুয়ারি ২০১৫ | ৮ ফাল্গুন ১৪২১ xyxy=(213,96,531,112)
classified-ad xyxy=(426,314,606,341)
classified-ad-ref: সি: ৩৬২১/১৫ xyxy=(367,581,415,590)
classified-ad-ref: সি: ৩৬২১/১৫ xyxy=(367,311,415,320)
classified-ad-title: জরুরি টিউটর আবশ্যক: xyxy=(32,322,126,332)
classified-ad-ref: সি: ৩৬২১/১৫ xyxy=(559,548,606,556)
classified-ad-ref: সি: ৩৬২১/১৫ xyxy=(163,710,211,719)
classified-ad-text: মার্কেটিং পদে এসএসসি/এইচএসসি পাস প্রার্থী আবশ্যক। বেতন ৮৫০০-১২০০০ টাকা। xyxy=(32,725,211,747)
classified-ad-text: ফ্যাক্টরিতে হেলপার ও অপারেটর আবশ্যক। ওভারটাইম সুবিধা আছে। xyxy=(32,637,211,659)
classified-ad-text: প্রকল্পে বিভিন্ন পদে লোক নিয়োগ। আবেদনের শেষ তারিখ শীঘ্রই। যোগাযোগ করুন। xyxy=(32,852,211,885)
classified-ad-title: প্লট বিক্রয়: xyxy=(224,519,267,530)
classified-ad-title: চাকরি: xyxy=(32,725,57,736)
classified-ad-text: বনশ্রীতে বাড়ি ও ফ্ল্যাট বিক্রয়। দালাল দূরে থাকুন। xyxy=(224,701,415,723)
